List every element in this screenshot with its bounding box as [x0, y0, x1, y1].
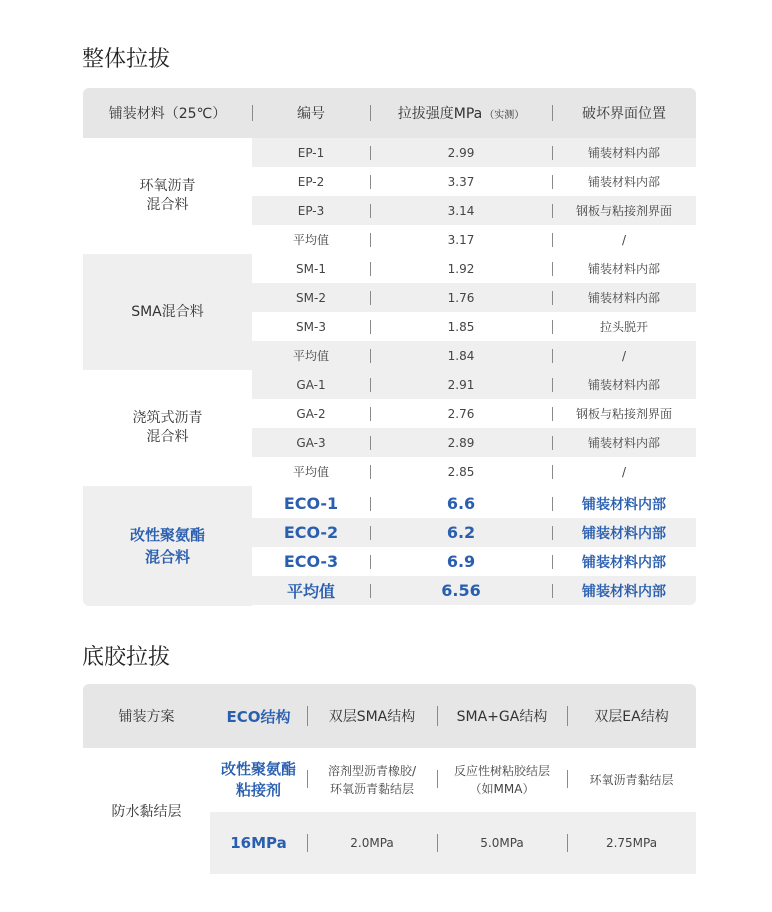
table-row [252, 489, 696, 518]
cell-id: ECO-3 [283, 552, 339, 571]
header-strength [370, 88, 552, 138]
header-material: 铺装材料（25℃） [108, 106, 227, 122]
cell-value: 3.14 [447, 203, 475, 218]
cell-failure: 铺装材料内部 [587, 291, 660, 305]
table-row [252, 518, 696, 547]
cell-failure: 铺装材料内部 [582, 583, 666, 600]
table-row [252, 167, 696, 196]
header-id: 编号 [297, 106, 325, 122]
cell-value: 6.56 [441, 581, 481, 600]
cell-failure: 铺装材料内部 [582, 496, 666, 513]
section-title-primer-pull: 底胶拉拔 [82, 645, 171, 670]
cell-id: ECO-2 [283, 523, 339, 542]
cell-eco-layer: 改性聚氨酯 粘接剂 [220, 760, 296, 799]
table-header [83, 684, 696, 748]
cell-value: 6.9 [446, 552, 476, 571]
group-label-ga: 浇筑式沥青 混合料 [132, 410, 203, 445]
header-sma-ga: SMA+GA结构 [456, 709, 548, 725]
table-row [252, 312, 696, 341]
cell-value: 1.92 [447, 261, 475, 276]
cell-failure: 钢板与粘接剂界面 [575, 204, 672, 218]
header-double-sma: 双层SMA结构 [328, 709, 416, 725]
cell-value: 2.89 [447, 435, 475, 450]
section-title-overall-pull: 整体拉拔 [82, 47, 171, 72]
cell-value: 3.37 [447, 174, 475, 189]
cell-failure: / [621, 232, 627, 247]
cell-value: 2.76 [447, 406, 475, 421]
row-label-waterproof: 防水黏结层 [83, 748, 210, 874]
table-row [252, 225, 696, 254]
cell-failure: / [621, 464, 627, 479]
cell-id: SM-1 [296, 261, 326, 276]
cell-value: 1.84 [447, 348, 475, 363]
cell-sma-ga-layer: 反应性树粘胶结层 （如MMA） [453, 764, 550, 796]
cell-id: EP-3 [297, 203, 325, 218]
cell-failure: 铺装材料内部 [582, 525, 666, 542]
cell-failure: / [621, 348, 627, 363]
cell-value: 2.99 [447, 145, 475, 160]
header-scheme: 铺装方案 [118, 709, 175, 725]
cell-value: 6.6 [446, 494, 476, 513]
cell-id: SM-2 [296, 290, 326, 305]
group-label-eco: 改性聚氨酯 混合料 [129, 526, 205, 566]
table-row [252, 428, 696, 457]
table-row [252, 254, 696, 283]
cell-sma-ga-strength: 5.0MPa [480, 836, 524, 850]
cell-id: GA-2 [296, 406, 326, 421]
header-double-ea: 双层EA结构 [594, 709, 669, 725]
header-strength-label: 拉拔强度MPa [397, 106, 483, 122]
cell-id: 平均值 [292, 349, 329, 363]
table-header [83, 88, 696, 138]
cell-failure: 铺装材料内部 [587, 146, 660, 160]
cell-value: 6.2 [446, 523, 476, 542]
table-row [252, 399, 696, 428]
cell-failure: 钢板与粘接剂界面 [575, 407, 672, 421]
cell-id: SM-3 [296, 319, 326, 334]
cell-id: ECO-1 [283, 494, 339, 513]
header-strength-note: （实测） [484, 109, 525, 121]
cell-id: 平均值 [292, 465, 329, 479]
cell-failure: 铺装材料内部 [587, 262, 660, 276]
cell-failure: 铺装材料内部 [587, 436, 660, 450]
table-row [252, 370, 696, 399]
table-row [252, 457, 696, 486]
header-failure: 破坏界面位置 [582, 106, 666, 122]
cell-failure: 铺装材料内部 [587, 378, 660, 392]
group-label-epoxy: 环氧沥青 混合料 [139, 178, 196, 213]
table-row [252, 576, 696, 605]
cell-value: 2.85 [447, 464, 475, 479]
cell-id: GA-1 [296, 377, 326, 392]
table-row [210, 748, 696, 812]
group-label-sma: SMA混合料 [131, 303, 204, 320]
header-eco: ECO结构 [226, 707, 291, 726]
cell-id: GA-3 [296, 435, 326, 450]
table-row [210, 812, 696, 874]
cell-sma-strength: 2.0MPa [350, 836, 394, 850]
cell-failure: 铺装材料内部 [587, 175, 660, 189]
cell-value: 3.17 [447, 232, 475, 247]
cell-id: 平均值 [286, 582, 335, 601]
table-row [252, 138, 696, 167]
cell-sma-layer: 溶剂型沥青橡胶/ 环氧沥青黏结层 [327, 764, 417, 796]
cell-value: 2.91 [447, 377, 475, 392]
cell-ea-strength: 2.75MPa [605, 836, 658, 850]
cell-id: EP-1 [297, 145, 325, 160]
table-row [252, 283, 696, 312]
cell-failure: 铺装材料内部 [582, 554, 666, 571]
cell-eco-strength: 16MPa [230, 833, 287, 852]
cell-value: 1.76 [447, 290, 475, 305]
cell-value: 1.85 [447, 319, 475, 334]
table-row [252, 547, 696, 576]
cell-ea-layer: 环氧沥青黏结层 [589, 773, 674, 787]
cell-failure: 拉头脱开 [599, 320, 648, 334]
table-row [252, 341, 696, 370]
table-row [252, 196, 696, 225]
cell-id: 平均值 [292, 233, 329, 247]
overall-pull-table [83, 88, 696, 606]
cell-id: EP-2 [297, 174, 325, 189]
primer-pull-table [83, 684, 696, 874]
